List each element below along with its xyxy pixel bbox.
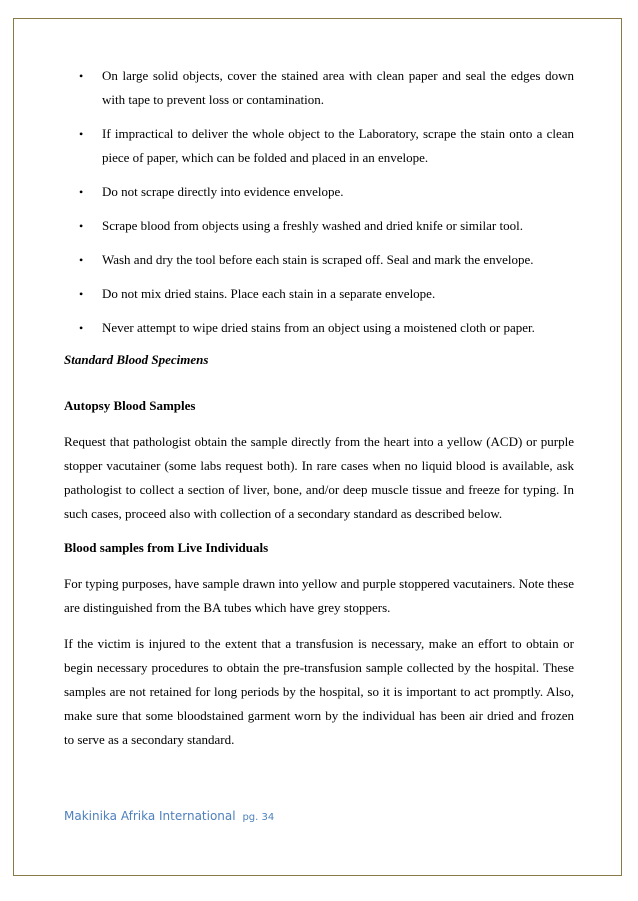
footer-org: Makinika Afrika International [64,809,236,823]
list-item [64,214,574,238]
list-item [64,282,574,306]
standard-blood-specimens-heading: Standard Blood Specimens [64,352,209,367]
bullet-text: If impractical to deliver the whole object to the Laboratory, scrape the stain onto a clean piece of paper, which can be folded and placed in an envelope. [102,126,574,165]
bullet-text: Scrape blood from objects using a freshly washed and dried knife or similar tool. [102,218,523,233]
autopsy-heading: Autopsy Blood Samples [64,398,196,413]
live-paragraph-1: For typing purposes, have sample drawn into yellow and purple stoppered vacutainers. Note these are distinguished from the BA tubes which have grey stoppers. [64,576,574,615]
bullet-text: Wash and dry the tool before each stain is scraped off. Seal and mark the envelope. [102,252,534,267]
bullet-icon: • [79,253,84,267]
bullet-text: On large solid objects, cover the stained area with clean paper and seal the edges down with tape to prevent loss or contamination. [102,68,574,107]
bullet-icon: • [79,219,84,233]
list-item [64,122,574,170]
live-individuals-heading: Blood samples from Live Individuals [64,540,269,555]
bullet-text: Never attempt to wipe dried stains from an object using a moistened cloth or paper. [102,320,535,335]
bullet-text: Do not mix dried stains. Place each stain in a separate envelope. [102,286,436,301]
document-body [64,64,574,764]
list-item [64,180,574,204]
bullet-icon: • [79,185,84,199]
page-number: pg. 34 [242,812,275,823]
bullet-icon: • [79,127,84,141]
bullet-icon: • [79,321,84,335]
autopsy-paragraph: Request that pathologist obtain the sample directly from the heart into a yellow (ACD) or purple stopper vacutainer (some labs request both). In rare cases when no liquid blood is available, ask pathologist to collect a section of liver, bone, and/or deep muscle tissue and freeze for typing. In such cases, proceed also with collection of a secondary standard as described below. [64,434,574,521]
bullet-icon: • [79,69,84,83]
bullet-text: Do not scrape directly into evidence envelope. [102,184,344,199]
bullet-icon: • [79,287,84,301]
bullet-list [64,64,574,340]
live-paragraph-2: If the victim is injured to the extent that a transfusion is necessary, make an effort to obtain or begin necessary procedures to obtain the pre-transfusion sample collected by the hospital. These samples are not retained for long periods by the hospital, so it is important to act promptly. Also, make sure that some bloodstained garment worn by the individual has been air dried and frozen to serve as a secondary standard. [64,636,574,747]
list-item [64,64,574,112]
list-item [64,248,574,272]
page-footer [64,809,274,823]
list-item [64,316,574,340]
